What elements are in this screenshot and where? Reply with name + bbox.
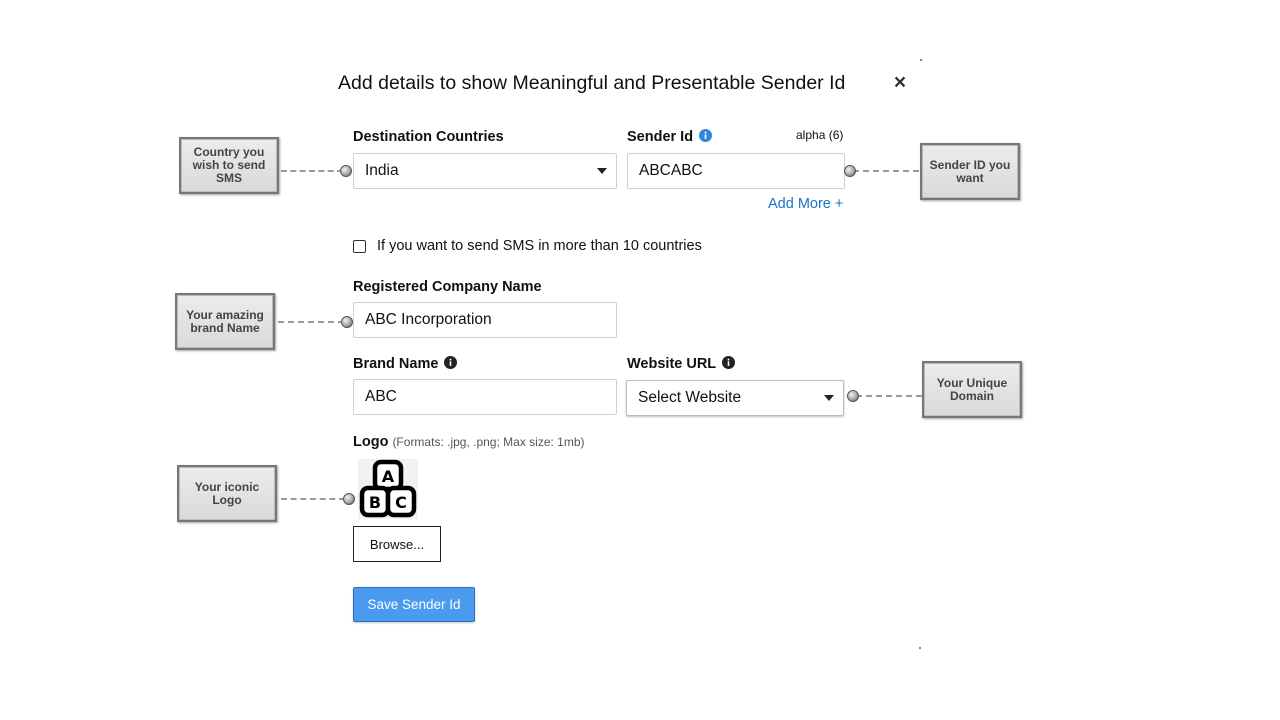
connector-knob — [340, 165, 352, 177]
company-name-label: Registered Company Name — [353, 279, 542, 295]
website-url-select[interactable] — [626, 380, 844, 416]
callout-connector — [853, 170, 919, 172]
dialog-title: Add details to show Meaningful and Presentable Sender Id — [338, 72, 846, 94]
brand-name-value: ABC — [365, 388, 397, 405]
brand-name-label-row — [353, 356, 457, 372]
browse-button[interactable]: Browse... — [353, 526, 441, 562]
destination-country-select[interactable] — [353, 153, 617, 189]
logo-hint: (Formats: .jpg, .png; Max size: 1mb) — [392, 435, 585, 449]
connector-knob — [847, 390, 859, 402]
callout-sender-id: Sender ID you want — [920, 143, 1020, 200]
callout-country: Country you wish to send SMS — [179, 137, 279, 194]
abc-blocks-logo — [358, 459, 418, 519]
sender-id-value: ABCABC — [639, 162, 703, 179]
callout-connector — [281, 170, 343, 172]
connector-knob — [844, 165, 856, 177]
company-name-input[interactable] — [353, 302, 617, 338]
sender-id-hint: alpha (6) — [796, 128, 844, 142]
connector-knob — [341, 316, 353, 328]
destination-country-value: India — [365, 162, 399, 179]
info-icon[interactable] — [722, 356, 735, 369]
svg-text:A: A — [381, 467, 395, 486]
close-icon[interactable]: × — [893, 71, 907, 94]
svg-text:C: C — [395, 493, 407, 512]
sender-id-label: Sender Id — [627, 129, 694, 145]
connector-knob — [343, 493, 355, 505]
company-name-value: ABC Incorporation — [365, 311, 492, 328]
multi-country-checkbox[interactable] — [353, 240, 366, 253]
info-icon[interactable] — [699, 129, 712, 142]
callout-domain: Your Unique Domain — [922, 361, 1022, 418]
callout-connector — [278, 321, 344, 323]
brand-name-input[interactable] — [353, 379, 617, 415]
callout-brand: Your amazing brand Name — [175, 293, 275, 350]
corner-mark — [919, 647, 921, 649]
corner-mark — [920, 59, 922, 61]
callout-connector — [281, 498, 345, 500]
logo-label: Logo — [353, 434, 389, 450]
svg-text:B: B — [368, 493, 382, 512]
website-url-value: Select Website — [638, 389, 742, 406]
multi-country-checkbox-label[interactable]: If you want to send SMS in more than 10 countries — [377, 238, 702, 254]
chevron-down-icon — [597, 168, 607, 174]
save-sender-id-button[interactable]: Save Sender Id — [353, 587, 475, 622]
website-url-label: Website URL — [627, 356, 717, 372]
brand-name-label: Brand Name — [353, 356, 439, 372]
callout-connector — [856, 395, 922, 397]
info-icon[interactable] — [444, 356, 457, 369]
chevron-down-icon — [824, 395, 834, 401]
sender-id-input[interactable] — [627, 153, 845, 189]
logo-label-row — [353, 434, 585, 450]
callout-logo: Your iconic Logo — [177, 465, 277, 522]
website-url-label-row — [627, 356, 735, 372]
sender-id-label-row — [627, 129, 712, 145]
destination-countries-label: Destination Countries — [353, 129, 504, 145]
add-more-link[interactable]: Add More + — [768, 196, 844, 212]
